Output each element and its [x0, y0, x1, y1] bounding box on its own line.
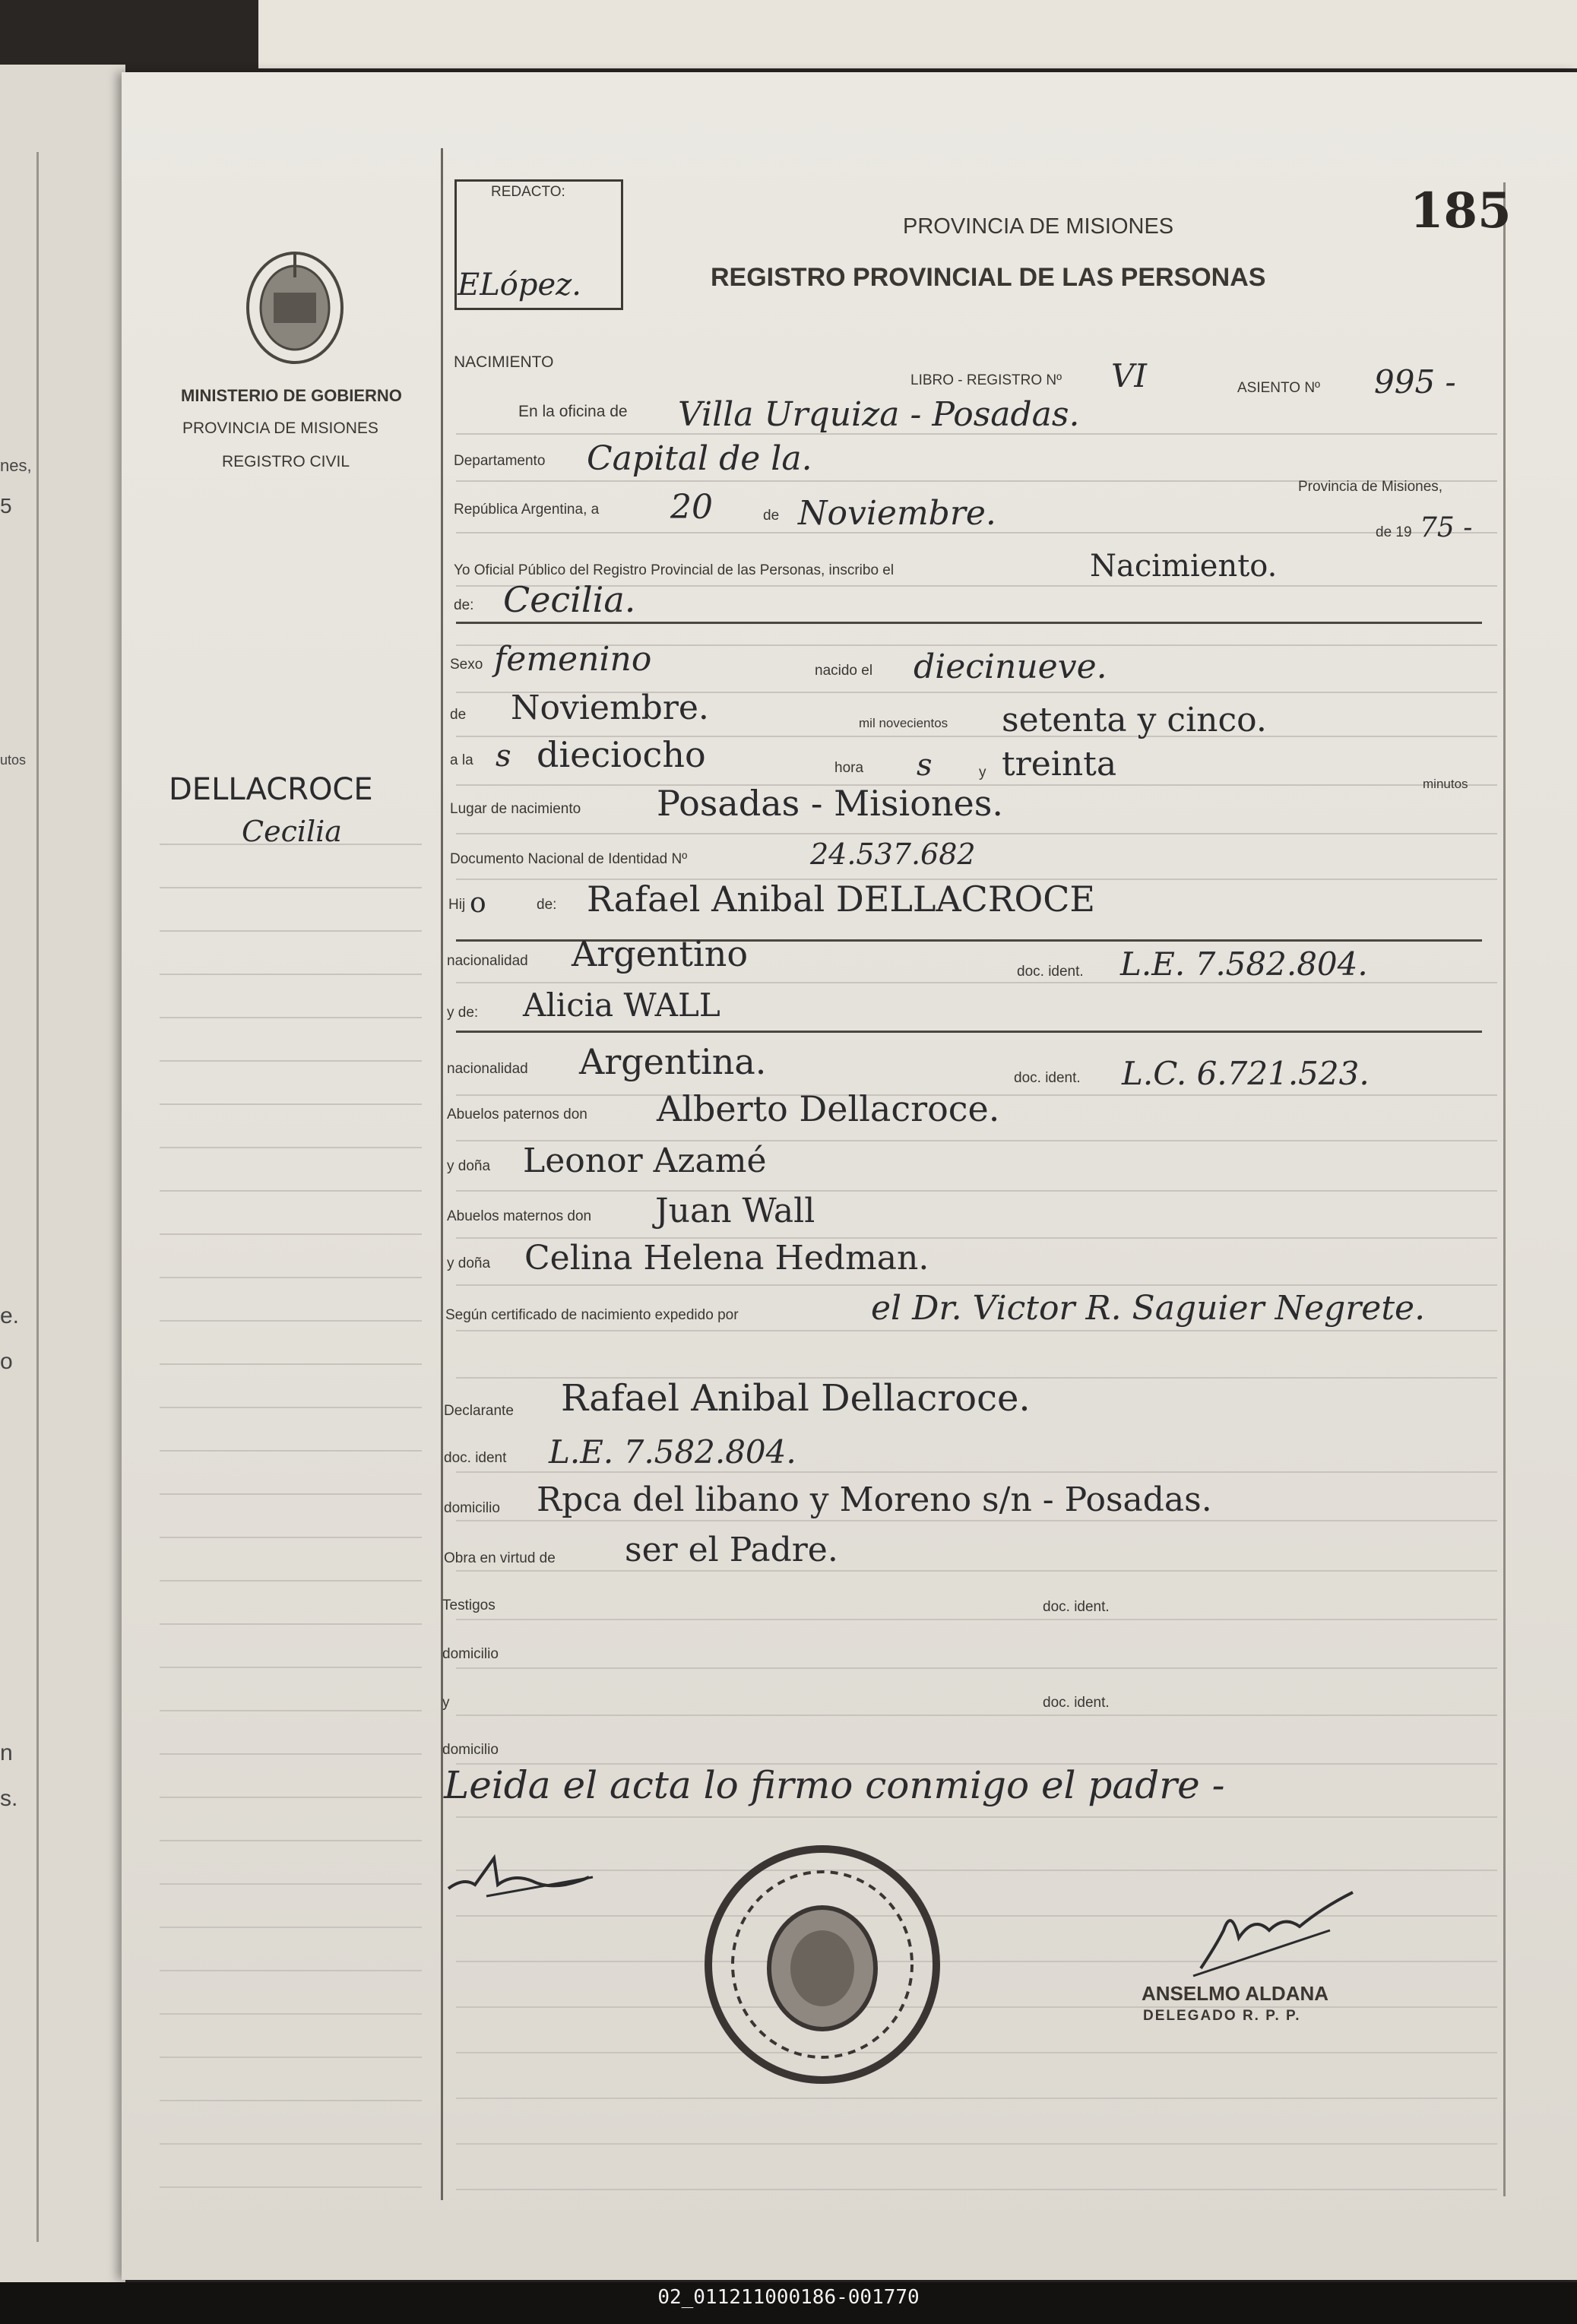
- form-ruled-line: [456, 1471, 1497, 1473]
- form-ruled-line: [456, 2143, 1497, 2145]
- left-page-fragment: n: [0, 1740, 13, 1765]
- margin-ruled-line: [160, 1883, 422, 1885]
- oficina-value: Villa Urquiza - Posadas.: [678, 395, 1080, 434]
- form-ruled-line: [456, 1190, 1497, 1192]
- closing-note: Leida el acta lo firmo conmigo el padre -: [444, 1763, 1225, 1807]
- domicilio-label-3: domicilio: [442, 1742, 499, 1758]
- margin-ruled-line: [160, 2056, 422, 2058]
- redacto-label: REDACTO:: [491, 184, 565, 200]
- margin-ruled-line: [160, 1840, 422, 1841]
- page-title: REGISTRO PROVINCIAL DE LAS PERSONAS: [711, 263, 1266, 292]
- domicilio-value: Rpca del libano y Moreno s/n - Posadas.: [537, 1480, 1212, 1519]
- y-label: y: [979, 765, 986, 780]
- form-ruled-line: [456, 2052, 1497, 2053]
- form-ruled-line: [456, 1870, 1497, 1871]
- minutos-label: minutos: [1423, 777, 1468, 791]
- abuela-paterna: Leonor Azamé: [523, 1141, 767, 1180]
- sexo-label: Sexo: [450, 657, 483, 673]
- doc-ident-label: doc. ident: [444, 1450, 507, 1466]
- form-ruled-line: [456, 2006, 1497, 2008]
- month-value: Noviembre.: [798, 494, 996, 533]
- margin-ruled-line: [160, 1797, 422, 1798]
- madre-doc-label: doc. ident.: [1014, 1070, 1081, 1086]
- margin-ruled-line: [160, 1233, 422, 1235]
- ministry-line-3: REGISTRO CIVIL: [222, 453, 350, 470]
- abuelos-maternos-label: Abuelos maternos don: [447, 1208, 592, 1224]
- margin-ruled-line: [160, 1017, 422, 1018]
- testigos-doc-label: doc. ident.: [1043, 1599, 1110, 1615]
- margin-ruled-line: [160, 1277, 422, 1278]
- section-divider: [456, 1031, 1482, 1033]
- minutos-value: treinta: [1002, 745, 1117, 784]
- nacido-month: Noviembre.: [511, 689, 709, 727]
- margin-ruled-line: [160, 974, 422, 975]
- official-name: ANSELMO ALDANA: [1142, 1982, 1329, 2005]
- margin-ruled-line: [160, 1537, 422, 1538]
- lugar-label: Lugar de nacimiento: [450, 801, 581, 817]
- form-ruled-line: [456, 2189, 1497, 2190]
- margin-ruled-line: [160, 1710, 422, 1711]
- y-label-2: y: [442, 1695, 450, 1711]
- inscribo-value: Nacimiento.: [1090, 549, 1278, 584]
- ministry-line-2: PROVINCIA DE MISIONES: [182, 420, 378, 437]
- margin-ruled-line: [160, 2013, 422, 2015]
- left-page-fragment: e.: [0, 1303, 20, 1328]
- left-page-fragment: nes,: [0, 456, 32, 475]
- margin-ruled-line: [160, 1320, 422, 1322]
- left-page: [0, 65, 125, 2284]
- form-ruled-line: [456, 1284, 1497, 1286]
- year-label: de 19: [1376, 524, 1412, 540]
- de-persona-label: de:: [454, 597, 474, 613]
- declarante-value: Rafael Anibal Dellacroce.: [561, 1377, 1031, 1420]
- margin-ruled-line: [160, 1363, 422, 1365]
- nacido-label: nacido el: [815, 663, 873, 679]
- margin-ruled-line: [160, 1667, 422, 1668]
- declarante-label: Declarante: [444, 1403, 514, 1419]
- libro-value: VI: [1111, 357, 1147, 394]
- left-page-fragment: o: [0, 1349, 13, 1374]
- margin-ruled-line: [160, 1580, 422, 1582]
- section-divider: [456, 622, 1482, 624]
- margin-ruled-line: [160, 1623, 422, 1625]
- margin-ruled-line: [160, 1450, 422, 1452]
- abuela-materna: Celina Helena Hedman.: [524, 1239, 929, 1278]
- nacido-value: diecinueve.: [914, 647, 1107, 686]
- section-label: NACIMIENTO: [454, 353, 554, 371]
- redacto-signature: ELópez.: [458, 268, 581, 302]
- hora-value: dieciocho: [537, 734, 706, 775]
- day-value: 20: [670, 488, 713, 527]
- previous-page-edge: [258, 0, 1577, 68]
- official-title: DELEGADO R. P. P.: [1143, 2008, 1301, 2024]
- padre-nacionalidad: Argentino: [572, 933, 749, 974]
- form-ruled-line: [456, 1667, 1497, 1669]
- mil-label: mil novecientos: [859, 716, 948, 730]
- padre-value: Rafael Anibal DELLACROCE: [587, 879, 1095, 920]
- hijo-de-label: de:: [537, 897, 557, 913]
- margin-ruled-line: [160, 2186, 422, 2188]
- oficial-text: Yo Oficial Público del Registro Provincial de las Personas, inscribo el: [454, 562, 895, 578]
- margin-ruled-line: [160, 1060, 422, 1062]
- asiento-value: 995 -: [1374, 363, 1456, 401]
- margin-ruled-line: [160, 887, 422, 888]
- margin-ruled-line: [160, 2143, 422, 2145]
- image-caption: 02_011211000186-001770: [657, 2286, 920, 2309]
- certificado-label: Según certificado de nacimiento expedido por: [445, 1307, 739, 1323]
- padre-doc-label: doc. ident.: [1017, 964, 1084, 980]
- form-ruled-line: [456, 1715, 1497, 1716]
- left-page-fragment: s.: [0, 1786, 18, 1811]
- margin-ruled-line: [160, 1147, 422, 1148]
- persona-value: Cecilia.: [503, 579, 636, 620]
- margin-ruled-line: [160, 1927, 422, 1928]
- oficina-label: En la oficina de: [518, 403, 628, 420]
- form-ruled-line: [456, 1619, 1497, 1620]
- form-ruled-line: [456, 1570, 1497, 1572]
- y-de-label: y de:: [447, 1005, 479, 1021]
- madre-nacionalidad: Argentina.: [579, 1041, 767, 1082]
- left-page-fragment: utos: [0, 752, 27, 768]
- nacionalidad-label: nacionalidad: [447, 953, 528, 969]
- certificado-value: el Dr. Victor R. Saguier Negrete.: [871, 1289, 1426, 1328]
- libro-label: LIBRO - REGISTRO Nº: [910, 372, 1062, 388]
- header-province: PROVINCIA DE MISIONES: [903, 214, 1174, 239]
- domicilio-label: domicilio: [444, 1500, 500, 1516]
- margin-ruled-line: [160, 1753, 422, 1755]
- de2-label: de: [450, 707, 467, 723]
- departamento-value: Capital de la.: [587, 439, 812, 478]
- margin-ruled-line: [160, 930, 422, 932]
- testigos-label: Testigos: [442, 1597, 496, 1613]
- lugar-value: Posadas - Misiones.: [657, 783, 1003, 824]
- departamento-label: Departamento: [454, 453, 546, 469]
- madre-value: Alicia WALL: [523, 986, 720, 1024]
- form-ruled-line: [456, 833, 1497, 834]
- form-ruled-line: [456, 1520, 1497, 1521]
- de-label: de: [763, 508, 780, 524]
- dni-value: 24.537.682: [810, 837, 976, 871]
- hijo-hw: o: [470, 888, 486, 919]
- hijo-label: Hij: [448, 897, 466, 913]
- margin-ruled-line: [160, 1103, 422, 1105]
- padre-doc: L.E. 7.582.804.: [1120, 945, 1368, 983]
- margin-ruled-line: [160, 1190, 422, 1192]
- horas-hw: s: [917, 748, 933, 783]
- ministry-line-1: MINISTERIO DE GOBIERNO: [181, 386, 402, 405]
- sexo-value: femenino: [494, 640, 652, 679]
- form-ruled-line: [456, 1816, 1497, 1818]
- abuelos-paternos-label: Abuelos paternos don: [447, 1107, 587, 1122]
- left-page-fragment: 5: [0, 494, 12, 518]
- obra-value: ser el Padre.: [625, 1531, 838, 1569]
- margin-ruled-line: [160, 2100, 422, 2101]
- right-rule: [1503, 182, 1506, 2196]
- margin-ruled-line: [160, 1970, 422, 1971]
- margin-surname: DELLACROCE: [169, 772, 373, 807]
- abuelo-paterno: Alberto Dellacroce.: [657, 1088, 1000, 1129]
- doc-ident-label-3: doc. ident.: [1043, 1695, 1110, 1711]
- declarante-doc: L.E. 7.582.804.: [549, 1433, 796, 1471]
- year-value: 75 -: [1420, 512, 1473, 543]
- left-page-margin: [36, 152, 39, 2242]
- dni-label: Documento Nacional de Identidad Nº: [450, 851, 688, 867]
- abuelo-materno: Juan Wall: [655, 1192, 815, 1230]
- domicilio-label-2: domicilio: [442, 1646, 499, 1662]
- a-la-label: a la: [450, 752, 473, 768]
- y-dona-label-2: y doña: [447, 1255, 491, 1271]
- horas-label: hora: [834, 760, 864, 776]
- republica-label: República Argentina, a: [454, 502, 600, 518]
- mil-value: setenta y cinco.: [1002, 701, 1267, 739]
- form-ruled-line: [456, 1330, 1497, 1331]
- y-dona-label: y doña: [447, 1158, 491, 1174]
- provincia-suffix: Provincia de Misiones,: [1298, 479, 1443, 495]
- coat-of-arms-icon: [242, 247, 348, 369]
- official-signature: [1178, 1885, 1360, 1984]
- official-seal-icon: [701, 1843, 944, 2086]
- nacionalidad-label-2: nacionalidad: [447, 1061, 528, 1077]
- margin-given-name: Cecilia: [242, 815, 342, 848]
- form-ruled-line: [456, 2098, 1497, 2099]
- margin-ruled-line: [160, 1407, 422, 1408]
- page-number: 185: [1410, 182, 1512, 239]
- a-la-hw: s: [496, 739, 511, 774]
- madre-doc: L.C. 6.721.523.: [1122, 1055, 1370, 1092]
- margin-ruled-line: [160, 1493, 422, 1495]
- witness-signature: [441, 1847, 608, 1908]
- asiento-label: ASIENTO Nº: [1237, 380, 1320, 396]
- obra-label: Obra en virtud de: [444, 1550, 556, 1566]
